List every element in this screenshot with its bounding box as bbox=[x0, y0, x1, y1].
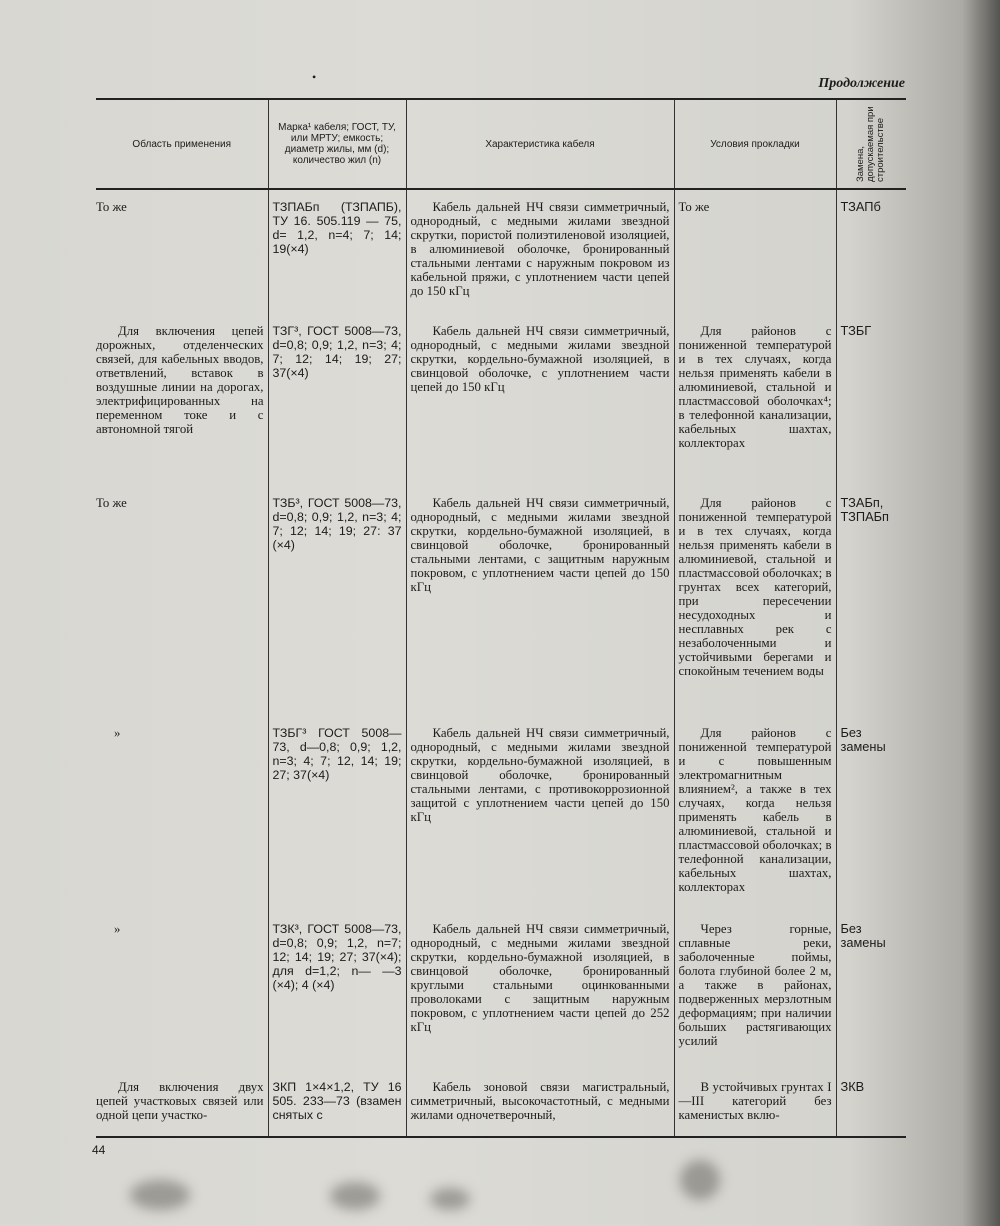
cell-characteristic: Кабель дальней НЧ связи симметричный, однородный, с медными жилами звездной скрутки, кордельно-бумажной изоляцией, в свинцовой оболочке, бронированный стальными лентами, с противокоррозионной защитой с уплотнением части цепей до 150 кГц bbox=[406, 716, 674, 912]
cell-replacement: ТЗАПб bbox=[836, 189, 906, 314]
cell-conditions: Через горные, сплавные реки, заболоченные поймы, болота глубиной более 2 м, а также в районах, подверженных мерзлотным деформациям; при наличии больших растягивающих усилий bbox=[674, 912, 836, 1070]
cell-mark: ТЗГ³, ГОСТ 5008—73, d=0,8; 0,9; 1,2, n=3; 4; 7; 12; 14; 19; 27; 37(×4) bbox=[268, 314, 406, 486]
table-row bbox=[96, 314, 906, 486]
book-spine-shadow bbox=[962, 0, 1000, 1226]
cell-replacement: ТЗАБп, ТЗПАБп bbox=[836, 486, 906, 716]
cell-area: » bbox=[114, 726, 121, 740]
cell-conditions: В устойчивых грунтах I—III категорий без каменистых вклю- bbox=[674, 1070, 836, 1137]
header-area: Область применения bbox=[96, 99, 268, 189]
cell-mark: ТЗК³, ГОСТ 5008—73, d=0,8; 0,9; 1,2, n=7; 12; 14; 19; 27; 37(×4); для d=1,2; n— —3 (×4); 4 (×4) bbox=[268, 912, 406, 1070]
cell-replacement: Без замены bbox=[836, 912, 906, 1070]
cable-table bbox=[96, 98, 906, 1138]
table-row bbox=[96, 486, 906, 716]
cell-conditions: Для районов с пониженной температурой и с повышенным электромагнитным влиянием², а также в тех случаях, когда нельзя применять кабель в алюминиевой, стальной и пластмассовой оболочках; в телефонной канализации, кабельных шахтах, коллекторах bbox=[674, 716, 836, 912]
table-row bbox=[96, 716, 906, 912]
cell-characteristic: Кабель дальней НЧ связи симметричный, однородный, с медными жилами звездной скрутки, пористой полиэтиленовой изоляцией, в алюминиевой оболочке, бронированный стальными лентами с наружным покровом из кабельной пряжи, с уплотнением части цепей до 150 кГц bbox=[406, 189, 674, 314]
cell-replacement: Без замены bbox=[836, 716, 906, 912]
cell-area: То же bbox=[96, 200, 127, 214]
stray-mark: • bbox=[312, 70, 317, 84]
cell-mark: ТЗПАБп (ТЗПАПБ), ТУ 16. 505.119 — 75, d= 1,2, n=4; 7; 14; 19(×4) bbox=[268, 189, 406, 314]
scan-smudge bbox=[430, 1188, 470, 1210]
scan-smudge bbox=[680, 1160, 720, 1200]
cell-area: То же bbox=[96, 496, 127, 510]
cell-conditions: То же bbox=[674, 189, 836, 314]
cell-conditions: Для районов с пониженной температурой и в тех случаях, когда нельзя применять кабели в алюминиевой, стальной и пластмассовой оболочках; в грунтах всех категорий, при пересечении несудоходных и несплавных рек с незаболоченными и устойчивыми берегами и спокойным течением воды bbox=[674, 486, 836, 716]
cell-characteristic: Кабель дальней НЧ связи симметричный, однородный, с медными жилами звездной скрутки, кордельно-бумажной изоляцией, в свинцовой оболочке, бронированный круглыми стальными оцинкованными проволоками с защитным наружным покровом, с уплотнением части цепей до 252 кГц bbox=[406, 912, 674, 1070]
table-row bbox=[96, 1070, 906, 1137]
cell-area: » bbox=[114, 922, 121, 936]
cell-mark: ТЗБ³, ГОСТ 5008—73, d=0,8; 0,9; 1,2, n=3; 4; 7; 12; 14; 19; 27: 37 (×4) bbox=[268, 486, 406, 716]
header-replacement: Замена, допускаемая при строительстве bbox=[855, 106, 887, 182]
cell-mark: ТЗБГ³ ГОСТ 5008—73, d—0,8; 0,9; 1,2, n=3; 4; 7; 12, 14; 19; 27; 37(×4) bbox=[268, 716, 406, 912]
page-number: 44 bbox=[92, 1143, 106, 1157]
cell-area: Для включения двух цепей участковых связей или одной цепи участко- bbox=[96, 1070, 268, 1137]
scan-smudge bbox=[330, 1182, 380, 1210]
header-mark: Марка¹ кабеля; ГОСТ, ТУ, или МРТУ; емкость; диаметр жилы, мм (d); количество жил (n) bbox=[268, 99, 406, 189]
cell-replacement: ТЗБГ bbox=[836, 314, 906, 486]
cell-conditions: Для районов с пониженной температурой и в тех случаях, когда нельзя применять кабели в алюминиевой, стальной и пластмассовой оболочках⁴; в телефонной канализации, кабельных шахтах, коллекторах bbox=[674, 314, 836, 486]
header-characteristic: Характеристика кабеля bbox=[406, 99, 674, 189]
cell-characteristic: Кабель зоновой связи магистральный, симметричный, высокочастотный, с медными жилами одночетверочный, bbox=[406, 1070, 674, 1137]
cell-characteristic: Кабель дальней НЧ связи симметричный, однородный, с медными жилами звездной скрутки, кордельно-бумажной изоляцией, в свинцовой оболочке, с уплотнением части цепей до 150 кГц bbox=[406, 314, 674, 486]
cell-area: Для включения цепей дорожных, отделенческих связей, для кабельных вводов, ответвлений, вставок в воздушные линии на дорогах, электрифицированных на переменном токе и с автономной тягой bbox=[96, 324, 264, 436]
cell-characteristic: Кабель дальней НЧ связи симметричный, однородный, с медными жилами звездной скрутки, кордельно-бумажной изоляцией, в свинцовой оболочке, бронированный стальными лентами, с защитным наружным покровом, с уплотнением части цепей до 150 кГц bbox=[406, 486, 674, 716]
table-row bbox=[96, 912, 906, 1070]
cell-mark: ЗКП 1×4×1,2, ТУ 16 505. 233—73 (взамен снятых с bbox=[268, 1070, 406, 1137]
continuation-label: Продолжение bbox=[818, 76, 905, 91]
table-row bbox=[96, 189, 906, 314]
header-replacement-cell bbox=[836, 99, 906, 189]
cell-replacement: ЗКВ bbox=[836, 1070, 906, 1137]
header-conditions: Условия прокладки bbox=[674, 99, 836, 189]
table-header-row bbox=[96, 99, 906, 189]
scan-smudge bbox=[130, 1180, 190, 1210]
